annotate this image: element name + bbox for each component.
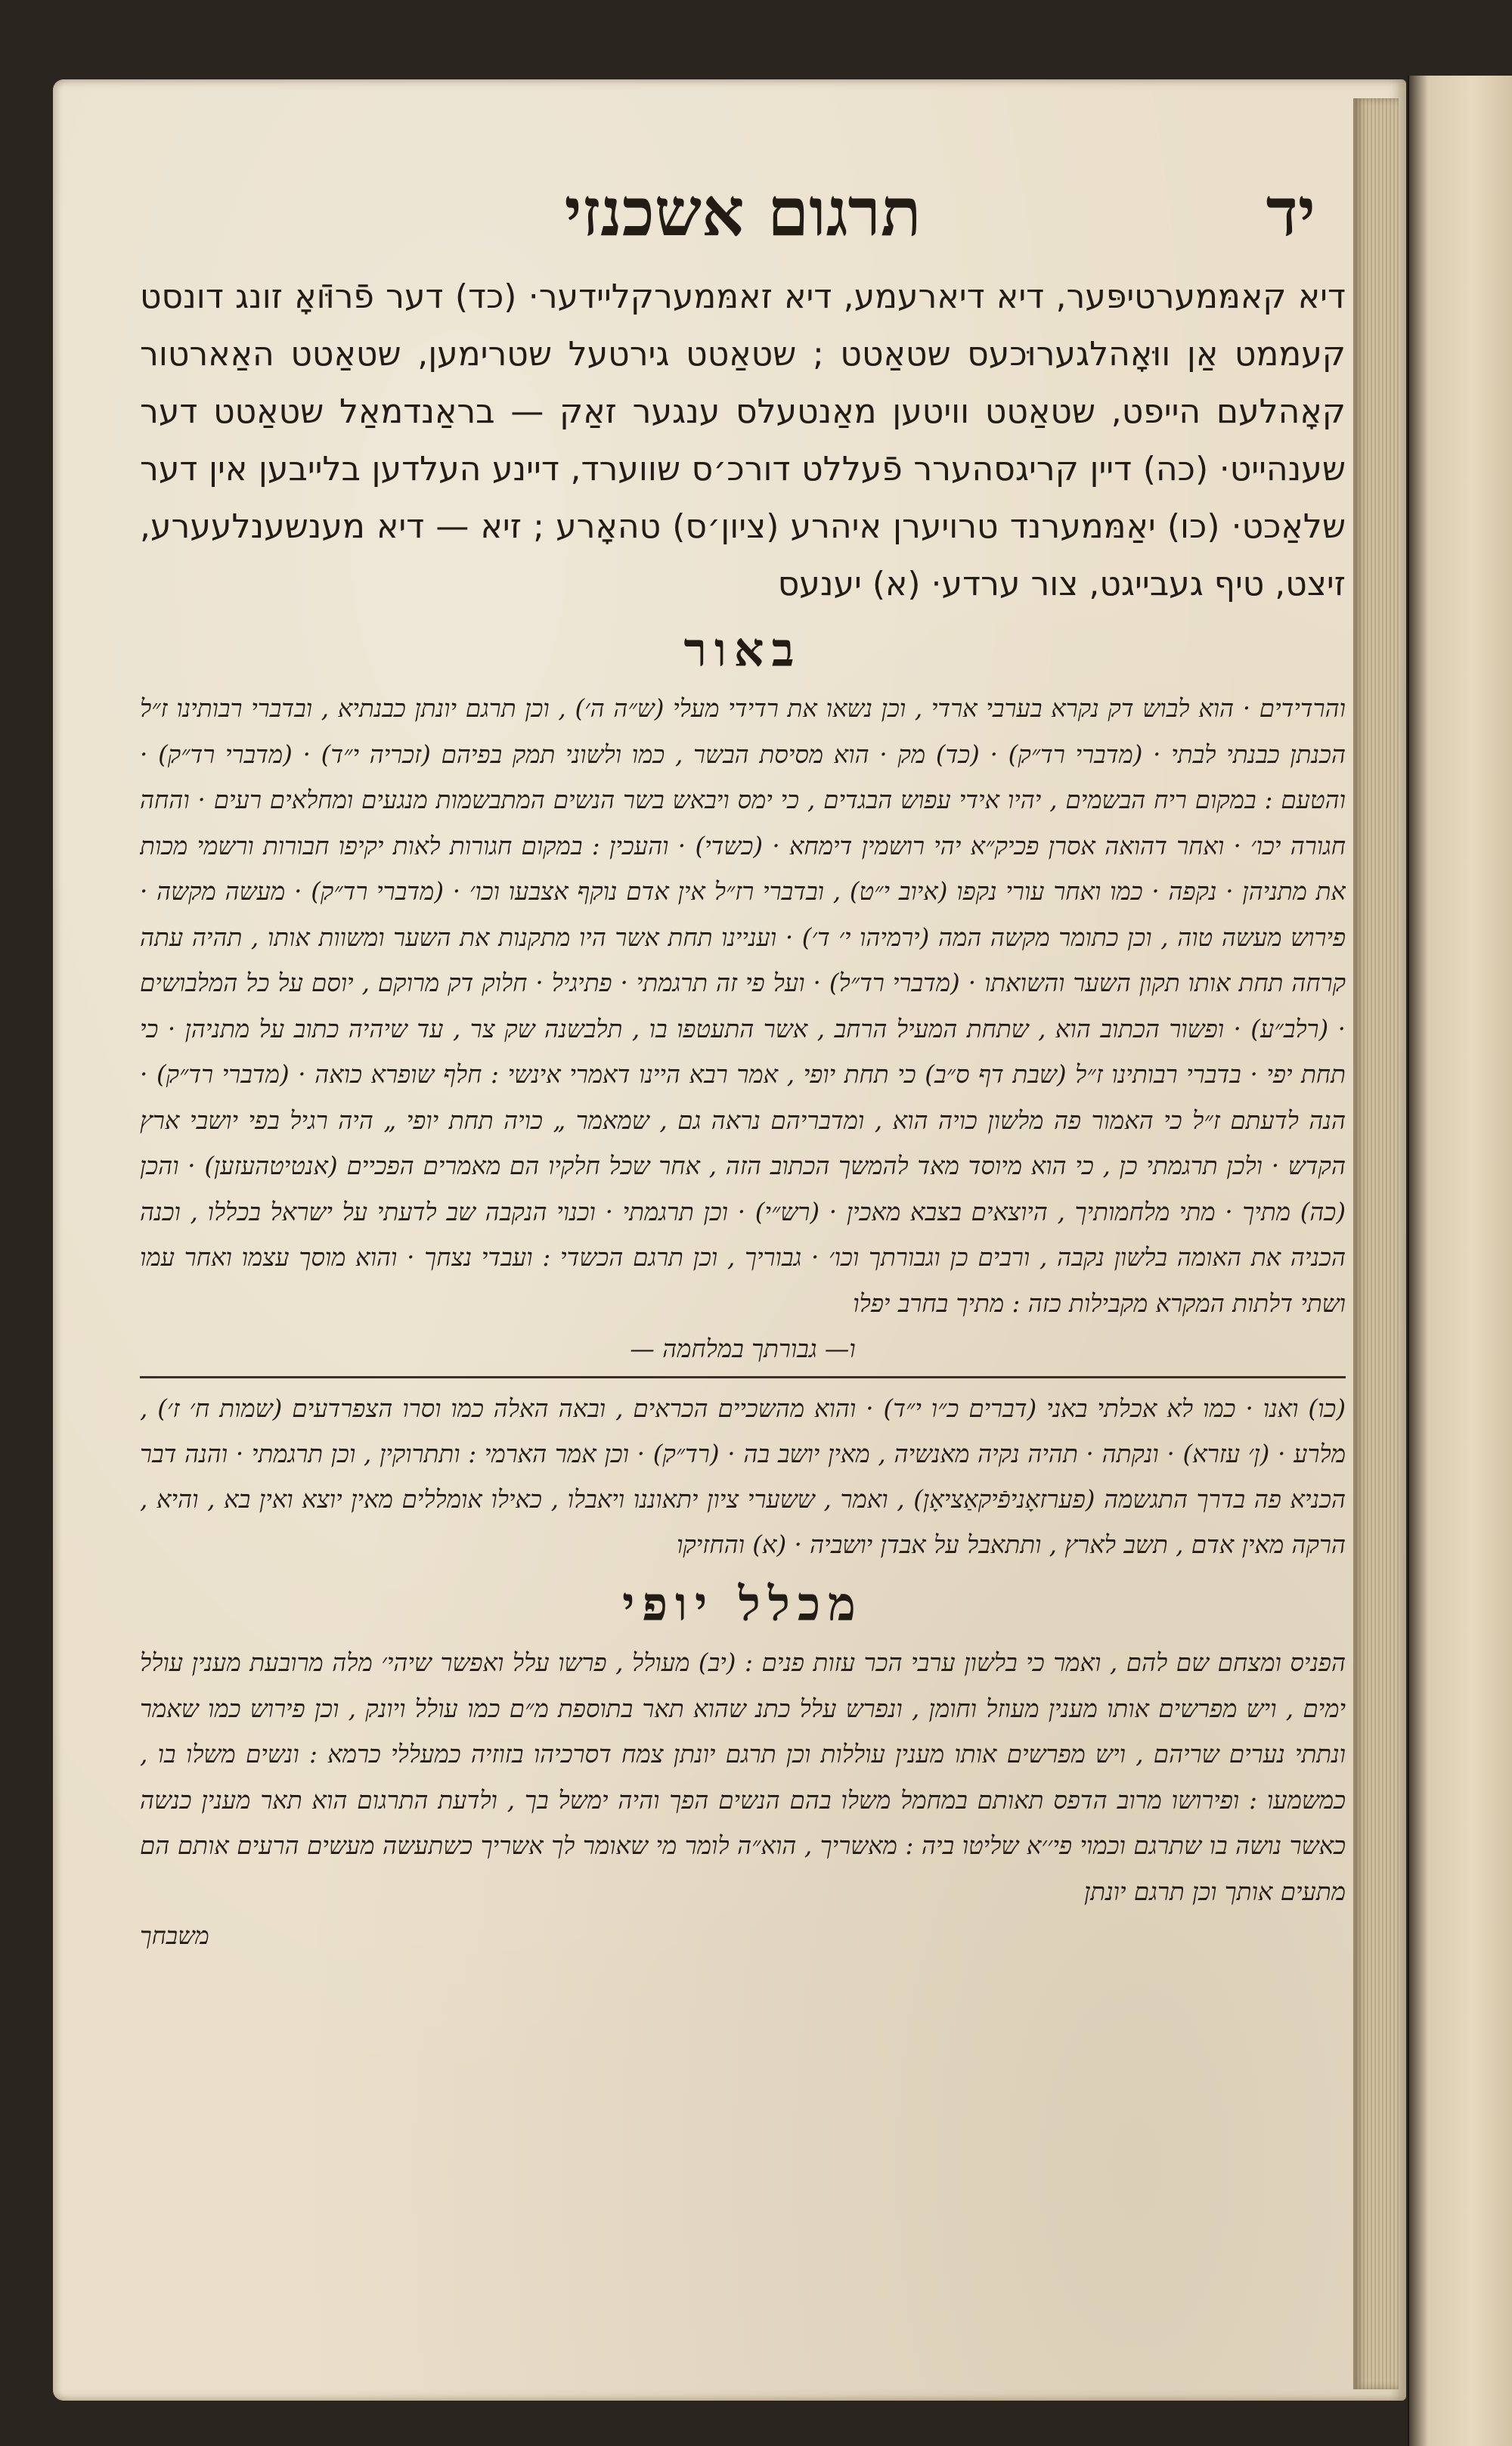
michlal-yofi-commentary: הפניס ומצחם שם להם , ואמר כי בלשון ערבי הכר עזות פנים : (יב) מעולל , פרשו עלל ואפשר שיהי׳ מלה מרובעת מענין עולל ימים , ויש מפרשים אותו מענין מעוזל וחומן , ונפרש עלל כתנ שהוא תאר בתוספת מ״ם כמו עולל ויונק , וכן פירוש כמו שאמר ונתתי נערים שריהם , ויש מפרשים אותו מענין עוללות וכן תרגם יונתן צמח דסרכיהו בזוזיה כמעללי כרמא : ונשים משלו בו , כמשמעו : ופירושו מרוב הדפס תאותם במחמל משלו בהם הנשים הפך והיה ימשל בך , ולדעת התרגום הוא תאר מענין כנשה כאשר נושה בו שתרגם וכמוי פי׳׳א שליטו ביה : מאשריך , הוא״ה לומר מי שאומר לך אשריך כשתעשה מעשים הרעים אותם הם מתעים אותך וכן תרגם יונתן: [140, 1648, 1346, 1906]
running-head: [140, 170, 1346, 268]
running-head-title: תרגום אשכנזי: [564, 172, 922, 251]
beur-heading: באור: [683, 622, 802, 677]
page-edges: [1353, 98, 1399, 2389]
facing-page-edge: [1408, 76, 1512, 2446]
section-divider: [140, 1376, 1346, 1378]
yiddish-translation: דיא קאמּמערטיפּער, דיא דיארעמע, דיא זאמּמערקליידער· (כד) דער פֿרוּוֿאָ זונג דונסט קעממט אַן ווּאָהלגערוּכעס שטאַטט ; שטאַטט גירטעל שטרימען, שטאַטט האַארטור קאָהלעם הייפט, שטאַטט וויטען מאַנטעלס ענגער זאַק — בראַנדמאַל שטאַטט דער שענהייט· (כה) דיין קריגסהערר פֿעללט דורכ׳ס שווערד, דיינע העלדען בלייבען אין דער שלאַכט· (כו) יאַמּמערנד טרויערן איהרע (ציון׳ס) טהאָרע ; זיא — דיא מענשענלעערע, זיצט, טיף געבייגט, צור ערדע· (א) יענעס: [140, 277, 1346, 603]
michlal-yofi-heading: מכלל יופי: [622, 1576, 863, 1632]
beur-text: והרדידים · הוא לבוש דק נקרא בערבי ארדי , וכן נשאו את רדידי מעלי (ש״ה ה׳) , וכן תרגם יונתן כבנתיא , ובדברי רבותינו ז״ל הכנתן כבנתי לבתי · (מדברי רד״ק) · (כד) מק · הוא מסיסת הבשר , כמו ולשוני תמק בפיהם (זכריה י״ד) · (מדברי רד״ק) · והטעם : במקום ריח הבשמים , יהיו אידי עפוש הבגדים , כי ימס ויבאש בשר הנשים המתבשמות מנגעים ומחלאים רעים · והחה חגורה יכו׳ · ואחר דהואה אסרן פכיק״א יהי רושמין דימחא · (כשדי) · והעכין : במקום חגורות לאות יקיפו חבורות ורשמי מכות את מתניהן · נקפה · כמו ואחר עורי נקפו (איוב י״ט) , ובדברי רז״ל אין אדם נוקף אצבעו וכו׳ · (מדברי רד״ק) · מעשה מקשה · פירוש מעשה טוה , וכן כתומר מקשה המה (ירמיהו י׳ ד׳) · ועניינו תחת אשר היו מתקנות את השער ומשוות אותו , תהיה עתה קרחה תחת אותו תקון השער והשואתו · (מדברי רד״ל) · ועל פי זה תרגמתי · פתיגיל · חלוק דק מרוקם , יוסם על כל המלבושים · (רלב״ע) · ופשור הכתוב הוא , שתחת המעיל הרחב , אשר התעטפו בו , תלבשנה שק צר , עד שיהיה כתוב על מתניהן · כי תחת יפי · בדברי רבותינו ז״ל (שבת דף ס״ב) כי תחת יופי , אמר רבא היינו דאמרי אינשי : חלף שופרא כואה · (מדברי רד״ק) · הנה לדעתם ז״ל כי האמור פה מלשון כויה הוא , ומדבריהם נראה גם , שמאמר „ כויה תחת יופי „ היה רגיל בפי יושבי ארץ הקדש · ולכן תרגמתי כן , כי הוא מיוסד מאד להמשך הכתוב הזה , אחר שכל חלקיו הם מאמרים הפכיים (אנטיטהעזען) · והכן (כה) מתיך · מתי מלחמותיך , היוצאים בצבא מאכין · (רש״י) · וכן תרגמתי · וכנוי הנקבה שב לדעתי על ישראל בכללו , וכנה הכניה את האומה בלשון נקבה , ורבים כן וגבורתך וכו׳ · גבוריך , וכן תרגם הכשדי : ועבדי נצחך · והוא מוסך עצמו ואחר עמו ושתי דלתות המקרא מקבילות כזה : מתיך בחרב יפלו: [140, 694, 1346, 1318]
parallel-verse-line: ו— גבורתך במלחמה —: [630, 1335, 856, 1363]
page-text-block: [140, 170, 1346, 2408]
catchword: משבחך: [140, 1921, 209, 1950]
beur-commentary: [140, 686, 1346, 1326]
folio-number: יד: [1266, 172, 1315, 251]
beur-commentary-continued: (כו) ואנו · כמו לא אכלתי באני (דברים כ״ו י״ד) · והוא מהשכיים הכראים , ובאה האלה כמו וסרו הצפרדעים (שמות ח׳ ז׳) , מלרע · (ן׳ עזרא) · ונקתה · תהיה נקיה מאנשיה , מאין יושב בה · (רד״ק) · וכן אמר הארמי : ותתרוקין , וכן תרגמתי · והנה דבר הכניא פה בדרך התגשמה (פערזאָניפֿיקאַציאָן) , ואמר , ששערי ציון יתאוננו ויאבלו , כאילו אומללים מאין יוצא ואין בא , והיא , הרקה מאין אדם , תשב לארץ , ותתאבל על אבדן יושביה · (א) והחזיקו: [140, 1394, 1346, 1559]
